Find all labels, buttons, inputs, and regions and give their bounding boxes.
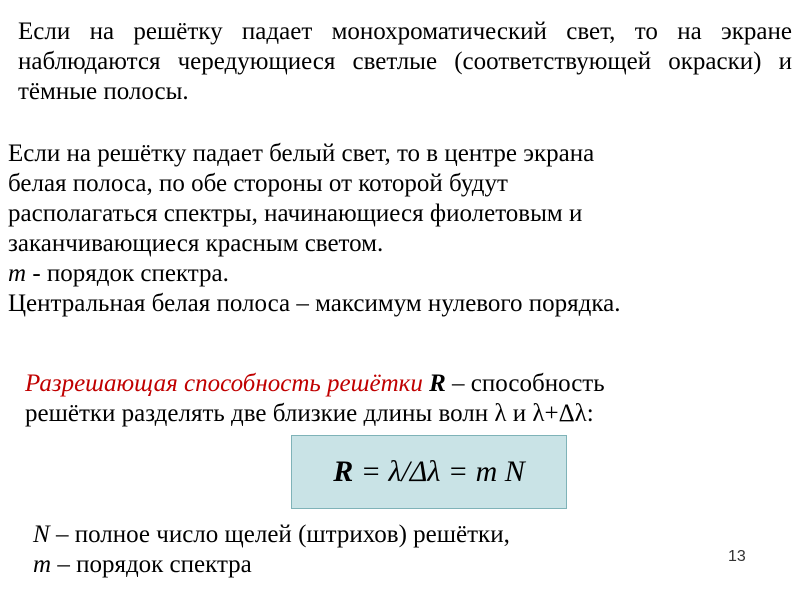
paragraph-monochromatic-text: Если на решётку падает монохроматический свет, то на экране наблюдаются чередующиеся светлые (соответствующей окраски) и тёмные полосы. [18,18,792,105]
legend-N-symbol: N [33,521,50,548]
paragraph-white-light [8,139,778,319]
m-symbol: m [8,260,27,287]
legend-N-line [33,520,733,550]
resolving-power-symbol: R [429,370,446,397]
resolving-power-line-1 [25,369,785,399]
resolving-power-line-2: решётки разделять две близкие длины волн λ и λ+Δλ: [25,400,594,427]
formula-rhs: = λ/Δλ = m N [353,455,525,488]
central-band-line: Центральная белая полоса – максимум нулевого порядка. [8,290,621,317]
resolving-power-definition-1: – способность [445,370,605,397]
resolving-power-term: Разрешающая способность решётки [25,370,423,397]
m-definition-text: - порядок спектра. [26,260,229,287]
formula [333,455,525,489]
paragraph-monochromatic [18,17,792,107]
white-light-line-2: белая полоса, по обе стороны от которой будут [8,170,508,197]
formula-lhs: R [333,455,354,488]
paragraph-resolving-power [25,369,785,429]
page-number: 13 [728,548,746,565]
legend [33,520,733,580]
legend-N-text: – полное число щелей (штрихов) решётки, [49,521,510,548]
legend-m-text: – порядок спектра [51,551,252,578]
legend-m-line [33,550,733,580]
white-light-line-4: заканчивающиеся красным светом. [8,230,384,257]
legend-m-symbol: m [33,551,52,578]
formula-box [291,435,567,509]
m-definition-line [8,259,778,289]
white-light-line-1: Если на решётку падает белый свет, то в центре экрана [8,140,595,167]
white-light-line-3: располагаться спектры, начинающиеся фиолетовым и [8,200,583,227]
